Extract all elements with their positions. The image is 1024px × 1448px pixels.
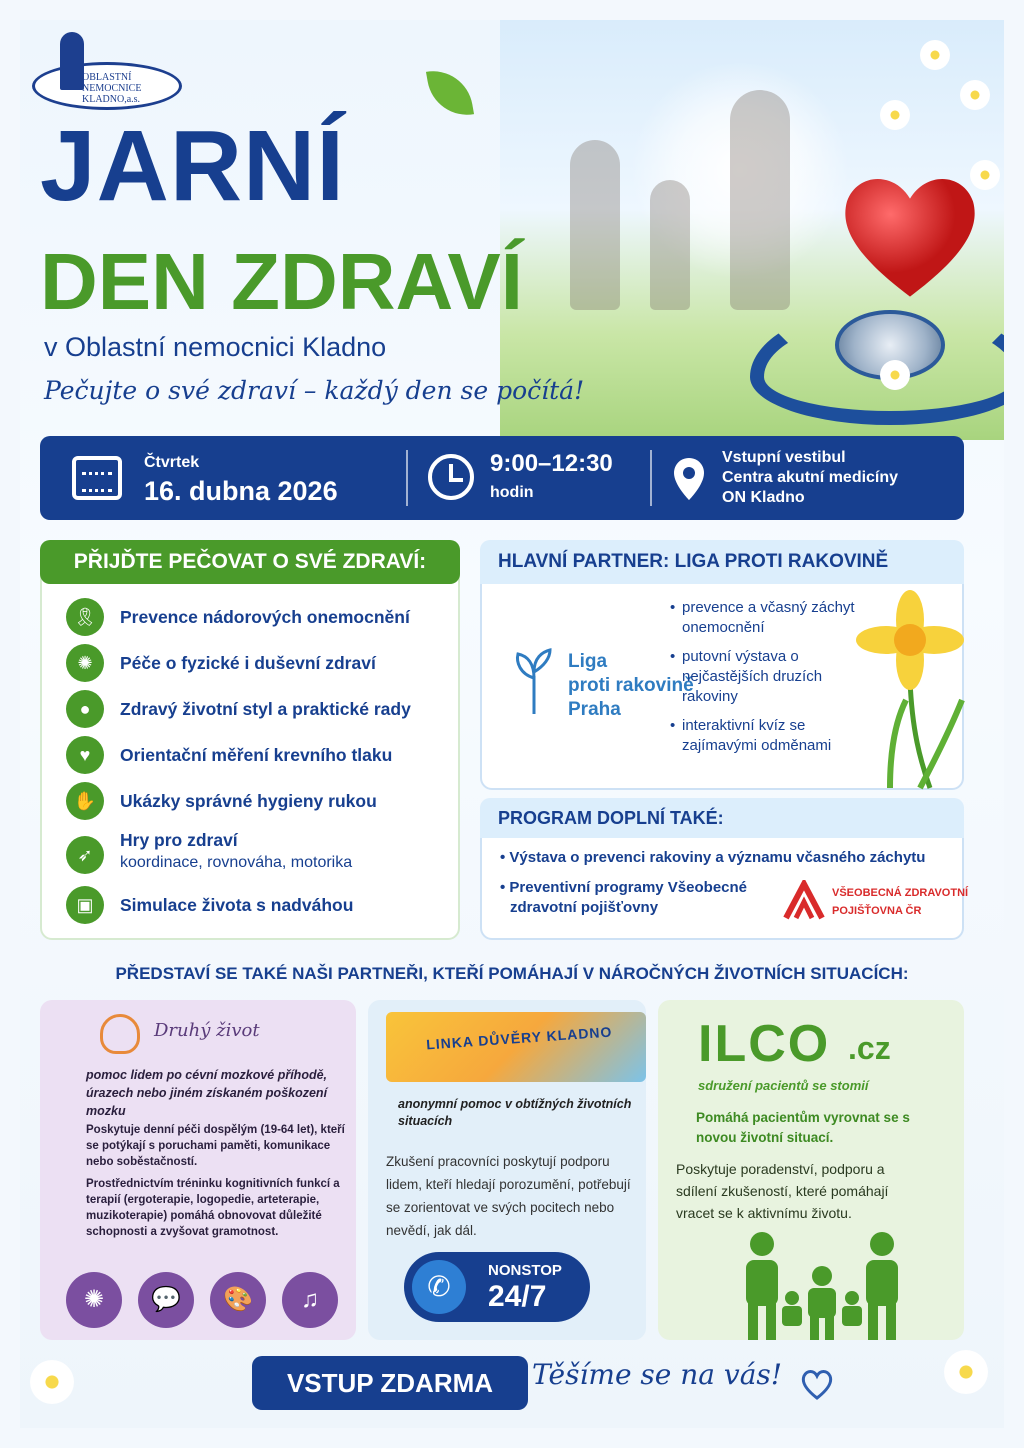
linka-duvery-paragraph: Zkušení pracovníci poskytují podporu lidem, kteří hledají porozumění, potřebují se zorientovat ve svých pocitech nebo nevědí, jak dál. (386, 1154, 631, 1238)
logo-line: KLADNO,a.s. (82, 94, 141, 105)
poster (20, 20, 1004, 1428)
druhy-zivot-paragraph: Prostřednictvím tréninku kognitivních funkcí a terapií (ergoterapie, logopedie, arteterapie, muzikoterapie) pomáhá obnovovat důležité schopnosti a zvyšovat gramotnost. (86, 1178, 340, 1238)
list-item-label: Ukázky správné hygieny rukou (120, 791, 377, 811)
partners-title: PŘEDSTAVÍ SE TAKÉ NAŠI PARTNEŘI, KTEŘÍ POMÁHAJÍ V NÁROČNÝCH ŽIVOTNÍCH SITUACÍCH: (115, 964, 909, 983)
program-item: • Výstava o prevenci rakoviny a významu včasného záchytu (500, 849, 926, 866)
brain-icon: ✺ (66, 1272, 122, 1328)
blossom-icon (960, 80, 990, 110)
linka-duvery-banner (386, 1012, 646, 1082)
free-entry-badge: VSTUP ZDARMA (252, 1356, 528, 1410)
logo-text (82, 72, 182, 105)
person-figure (570, 140, 620, 310)
linka-duvery-banner-text: LINKA DŮVĚRY KLADNO (425, 1023, 613, 1053)
place-line: ON Kladno (722, 489, 805, 506)
blossom-icon (944, 1350, 988, 1394)
liga-logo-line: Liga (568, 651, 608, 672)
logo-line: OBLASTNÍ (82, 72, 132, 83)
list-item (66, 736, 446, 776)
child-figure (650, 180, 690, 310)
nonstop-badge (404, 1252, 590, 1322)
list-item-label: Hry pro zdraví (120, 830, 238, 850)
divider (406, 450, 408, 506)
ilco-logo-tld: .cz (848, 1030, 891, 1066)
brain-icon: ✺ (66, 644, 104, 682)
closing-text: Těšíme se na vás! (532, 1358, 783, 1391)
list-item-label: Prevence nádorových onemocnění (120, 607, 410, 627)
phone-icon: ✆ (412, 1260, 466, 1314)
clock-icon (428, 454, 474, 500)
blossom-icon (880, 100, 910, 130)
person-figure (730, 90, 790, 310)
logo-line: NEMOCNICE (82, 83, 142, 94)
blossom-icon (30, 1360, 74, 1404)
blossom-icon (920, 40, 950, 70)
list-item-label: Orientační měření krevního tlaku (120, 745, 393, 765)
speech-bubble-icon: 💬 (138, 1272, 194, 1328)
list-item (66, 644, 446, 684)
list-item-sublabel: koordinace, rovnováha, motorika (120, 854, 353, 871)
liga-logo-line: proti rakovině (568, 675, 694, 696)
druhy-zivot-lead: pomoc lidem po cévní mozkové příhodě, úrazech nebo jiném získaném poškození mozku (86, 1068, 328, 1118)
place-line: Centra akutní medicíny (722, 469, 899, 486)
title-line-2: DEN ZDRAVÍ (40, 237, 523, 326)
event-day: Čtvrtek (144, 454, 200, 471)
nonstop-hours: 24/7 (488, 1280, 547, 1313)
head-profile-icon (100, 1014, 140, 1054)
program-heading: PROGRAM DOPLNÍ TAKÉ: (480, 798, 964, 838)
heart-outline-icon (800, 1368, 834, 1402)
daffodil-icon (850, 580, 970, 790)
heart-icon (840, 170, 980, 300)
druhy-zivot-title: Druhý život (154, 1020, 260, 1041)
hospital-logo (32, 32, 192, 112)
vzp-line: VŠEOBECNÁ ZDRAVOTNÍ (832, 887, 969, 899)
bullet-item: • interaktivní kvíz se zajímavými odměnami (670, 716, 870, 756)
list-item-label: Simulace života s nadváhou (120, 895, 354, 915)
ilco-logo: ILCO (698, 1015, 831, 1073)
list-item-label: Zdravý životní styl a praktické rady (120, 699, 411, 719)
scale-icon: ▣ (66, 886, 104, 924)
divider (650, 450, 652, 506)
event-info-bar (40, 436, 964, 520)
linka-duvery-lead: anonymní pomoc v obtížných životních situacích (398, 1097, 632, 1128)
calendar-icon (72, 456, 122, 500)
program-item-line: zdravotní pojišťovny (510, 899, 659, 916)
vzp-logo-text (832, 884, 968, 920)
list-item-label: Péče o fyzické i duševní zdraví (120, 653, 376, 673)
vzp-logo-icon (782, 880, 826, 920)
ilco-lead: sdružení pacientů se stomií (698, 1078, 869, 1093)
liga-leaf-icon (514, 646, 554, 716)
list-item (66, 598, 446, 638)
list-item (66, 886, 446, 926)
bullet-item: • prevence a včasný záchyt onemocnění (670, 598, 870, 638)
liga-logo-line: Praha (568, 699, 621, 720)
list-item (66, 828, 446, 884)
main-partner-heading: HLAVNÍ PARTNER: LIGA PROTI RAKOVINĚ (480, 540, 964, 584)
event-place (722, 448, 898, 508)
apple-icon: ● (66, 690, 104, 728)
place-line: Vstupní vestibul (722, 449, 846, 466)
location-pin-icon (672, 456, 706, 502)
program-item (500, 878, 747, 918)
runner-icon: ➶ (66, 836, 104, 874)
palette-icon: 🎨 (210, 1272, 266, 1328)
program-item-line: • Preventivní programy Všeobecné (500, 879, 748, 896)
leaf-icon (426, 65, 474, 121)
family-icon (732, 1230, 912, 1340)
motto: Pečujte o své zdraví – každý den se počítá! (44, 376, 585, 405)
ilco-paragraph: Poskytuje poradenství, podporu a sdílení zkušeností, které pomáhají vracet se k aktivnímu životu. (676, 1161, 889, 1221)
nonstop-label: NONSTOP (488, 1262, 562, 1279)
list-item (66, 782, 446, 822)
activities-heading: PŘIJĎTE PEČOVAT O SVÉ ZDRAVÍ: (40, 540, 460, 584)
subtitle: v Oblastní nemocnici Kladno (44, 332, 387, 362)
heart-pulse-icon: ♥ (66, 736, 104, 774)
music-note-icon: ♫ (282, 1272, 338, 1328)
event-time: 9:00–12:30 (490, 450, 613, 477)
event-date: 16. dubna 2026 (144, 476, 338, 506)
vzp-line: POJIŠŤOVNA ČR (832, 905, 922, 917)
bullet-item: • putovní výstava o nejčastějších druzích rakoviny (670, 647, 870, 707)
ribbon-icon: 🎗 (66, 598, 104, 636)
druhy-zivot-paragraph: Poskytuje denní péči dospělým (19-64 let), kteří se potýkají s poruchami paměti, komunikace nebo soběstačností. (86, 1124, 345, 1168)
tower-icon (60, 32, 84, 90)
title-line-1: JARNÍ (40, 110, 346, 222)
blossom-icon (970, 160, 1000, 190)
hand-wash-icon: ✋ (66, 782, 104, 820)
blossom-icon (880, 360, 910, 390)
event-time-unit: hodin (490, 484, 534, 501)
partner-bullets (670, 598, 870, 765)
list-item (66, 690, 446, 730)
ilco-paragraph: Pomáhá pacientům vyrovnat se s novou životní situací. (696, 1110, 910, 1145)
